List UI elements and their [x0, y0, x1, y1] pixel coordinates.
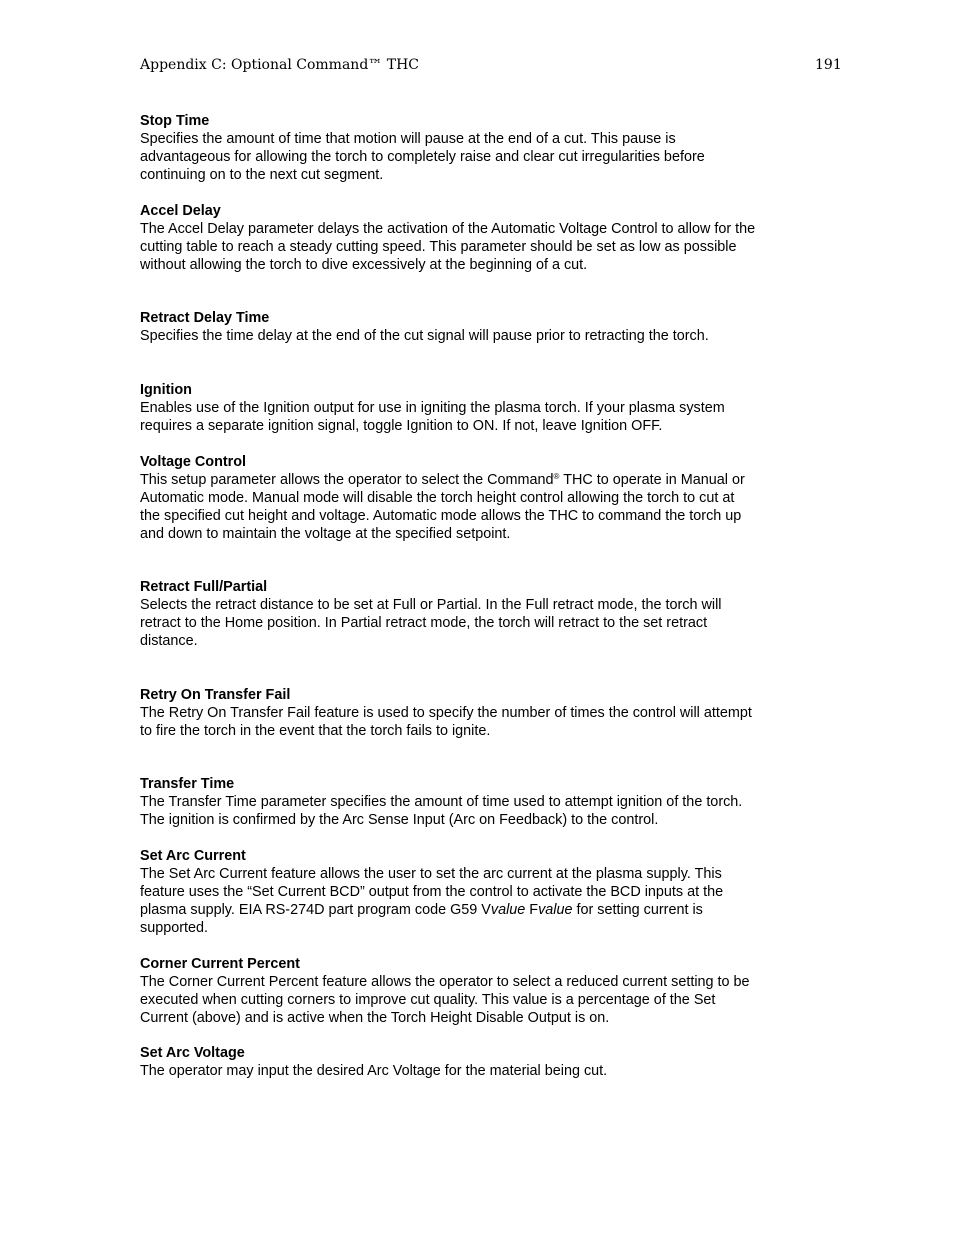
body-text: THC to operate in Manual or Automatic mode. Manual mode will disable the torch height control allowing the torch to cut at the specified cut height and voltage. Automatic mode allows the THC to command the torch up and down to maintain the voltage at the specified setpoint. — [140, 472, 745, 542]
section-retry-on-transfer-fail — [140, 686, 820, 740]
section-heading: Corner Current Percent — [140, 956, 300, 972]
section-retract-delay-time — [140, 309, 820, 345]
section-heading: Transfer Time — [140, 776, 235, 792]
body-text: F — [525, 902, 539, 918]
page-number: 191 — [815, 57, 842, 73]
section-heading: Retract Delay Time — [140, 310, 270, 326]
section-set-arc-current — [140, 847, 820, 937]
section-body: The Retry On Transfer Fail feature is used to specify the number of times the control will attempt to fire the torch in the event that the torch fails to ignite. — [140, 705, 752, 739]
section-body: Specifies the amount of time that motion will pause at the end of a cut. This pause is advantageous for allowing the torch to completely raise and clear cut irregularities before continuing on to the next cut segment. — [140, 131, 705, 183]
italic-value: value — [538, 902, 573, 918]
section-heading: Set Arc Voltage — [140, 1045, 245, 1061]
section-body: Selects the retract distance to be set at Full or Partial. In the Full retract mode, the torch will retract to the Home position. In Partial retract mode, the torch will retract to the set retract distance. — [140, 597, 722, 649]
section-heading: Accel Delay — [140, 203, 221, 219]
section-retract-full-partial — [140, 578, 820, 650]
section-ignition — [140, 381, 820, 435]
section-body: The Accel Delay parameter delays the activation of the Automatic Voltage Control to allow for the cutting table to reach a steady cutting speed. This parameter should be set as low as possible without allowing the torch to dive excessively at the beginning of a cut. — [140, 221, 756, 273]
body-text: for setting current is supported. — [140, 902, 703, 936]
section-body: The operator may input the desired Arc Voltage for the material being cut. — [140, 1063, 608, 1079]
section-heading: Stop Time — [140, 113, 210, 129]
header-title: Appendix C: Optional Command™ THC — [140, 57, 419, 73]
section-set-arc-voltage — [140, 1044, 820, 1080]
section-body: The Corner Current Percent feature allows the operator to select a reduced current setting to be executed when cutting corners to improve cut quality. This value is a percentage of the Set Current (above) and is active when the Torch Height Disable Output is on. — [140, 974, 750, 1026]
section-body — [140, 471, 820, 543]
section-heading: Set Arc Current — [140, 848, 246, 864]
section-transfer-time — [140, 775, 820, 829]
section-body: Specifies the time delay at the end of the cut signal will pause prior to retracting the torch. — [140, 328, 709, 344]
section-body: The Transfer Time parameter specifies the amount of time used to attempt ignition of the torch. The ignition is confirmed by the Arc Sense Input (Arc on Feedback) to the control. — [140, 794, 743, 828]
body-text: The Set Arc Current feature allows the user to set the arc current at the plasma supply. This feature uses the “Set Current BCD” output from the control to activate the BCD inputs at the plasma supply. EIA RS-274D part program code G59 V — [140, 866, 724, 918]
body-text: This setup parameter allows the operator to select the Command — [140, 472, 554, 488]
section-heading: Voltage Control — [140, 454, 247, 470]
section-stop-time — [140, 112, 820, 184]
section-accel-delay — [140, 202, 820, 274]
section-voltage-control — [140, 453, 820, 543]
section-heading: Retry On Transfer Fail — [140, 687, 291, 703]
section-corner-current-percent — [140, 955, 820, 1027]
section-body: Enables use of the Ignition output for use in igniting the plasma torch. If your plasma system requires a separate ignition signal, toggle Ignition to ON. If not, leave Ignition OFF. — [140, 400, 725, 434]
section-heading: Ignition — [140, 382, 192, 398]
italic-value: value — [490, 902, 526, 918]
section-body — [140, 865, 820, 937]
section-heading: Retract Full/Partial — [140, 579, 268, 595]
registered-mark: ® — [553, 472, 560, 481]
